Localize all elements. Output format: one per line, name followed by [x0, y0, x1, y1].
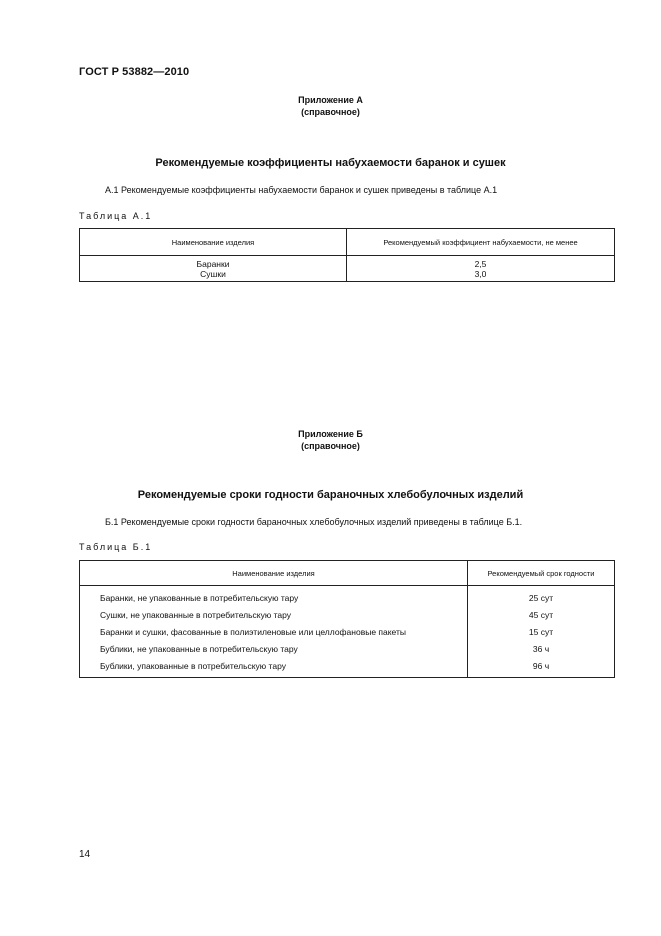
annex-a-note: (справочное)	[301, 107, 360, 117]
table-header-row	[80, 229, 615, 256]
table-cell: Сушки	[200, 269, 226, 279]
table-a1-header-name: Наименование изделия	[80, 229, 347, 256]
annex-a-title: Рекомендуемые коэффициенты набухаемости баранок и сушек	[155, 157, 506, 169]
table-row	[80, 586, 615, 607]
table-cell: Баранки и сушки, фасованные в полиэтиленовые или целлофановые пакеты	[80, 623, 468, 640]
annex-b-title: Рекомендуемые сроки годности бараночных хлебобулочных изделий	[137, 489, 524, 501]
table-a1-names-cell	[80, 256, 347, 282]
document-code: ГОСТ Р 53882—2010	[79, 66, 190, 78]
table-cell: 3,0	[474, 269, 487, 279]
table-cell: 96 ч	[468, 657, 615, 678]
page-number: 14	[79, 849, 91, 860]
table-a1-values-cell	[347, 256, 615, 282]
table-cell: 2,5	[474, 259, 487, 269]
table-a1-caption: Таблица А.1	[79, 211, 153, 221]
table-cell: 15 сут	[468, 623, 615, 640]
table-cell: Баранки, не упакованные в потребительскую тару	[80, 586, 468, 607]
table-b1-caption: Таблица Б.1	[79, 542, 153, 552]
table-b1	[79, 560, 615, 678]
table-a1-header-coefficient: Рекомендуемый коэффициент набухаемости, не менее	[347, 229, 615, 256]
table-cell: Баранки	[196, 259, 230, 269]
table-row	[80, 657, 615, 678]
table-a1	[79, 228, 615, 282]
annex-a-paragraph: А.1 Рекомендуемые коэффициенты набухаемости баранок и сушек приведены в таблице А.1	[105, 185, 498, 195]
table-row	[80, 606, 615, 623]
annex-b-note: (справочное)	[301, 441, 360, 451]
table-b1-header-shelf-life: Рекомендуемый срок годности	[468, 561, 615, 586]
table-cell: 36 ч	[468, 640, 615, 657]
table-cell: Бублики, упакованные в потребительскую тару	[80, 657, 468, 678]
annex-b-heading	[0, 428, 661, 452]
table-b1-header-name: Наименование изделия	[80, 561, 468, 586]
table-cell: 25 сут	[468, 586, 615, 607]
annex-a-heading	[0, 94, 661, 118]
table-cell: 45 сут	[468, 606, 615, 623]
annex-b-paragraph: Б.1 Рекомендуемые сроки годности бараночных хлебобулочных изделий приведены в таблице Б.1.	[105, 517, 523, 527]
table-row	[80, 640, 615, 657]
table-row	[80, 623, 615, 640]
table-row	[80, 256, 615, 282]
table-header-row	[80, 561, 615, 586]
annex-a-label: Приложение А	[298, 95, 363, 105]
annex-b-label: Приложение Б	[298, 429, 363, 439]
table-cell: Бублики, не упакованные в потребительскую тару	[80, 640, 468, 657]
table-cell: Сушки, не упакованные в потребительскую тару	[80, 606, 468, 623]
